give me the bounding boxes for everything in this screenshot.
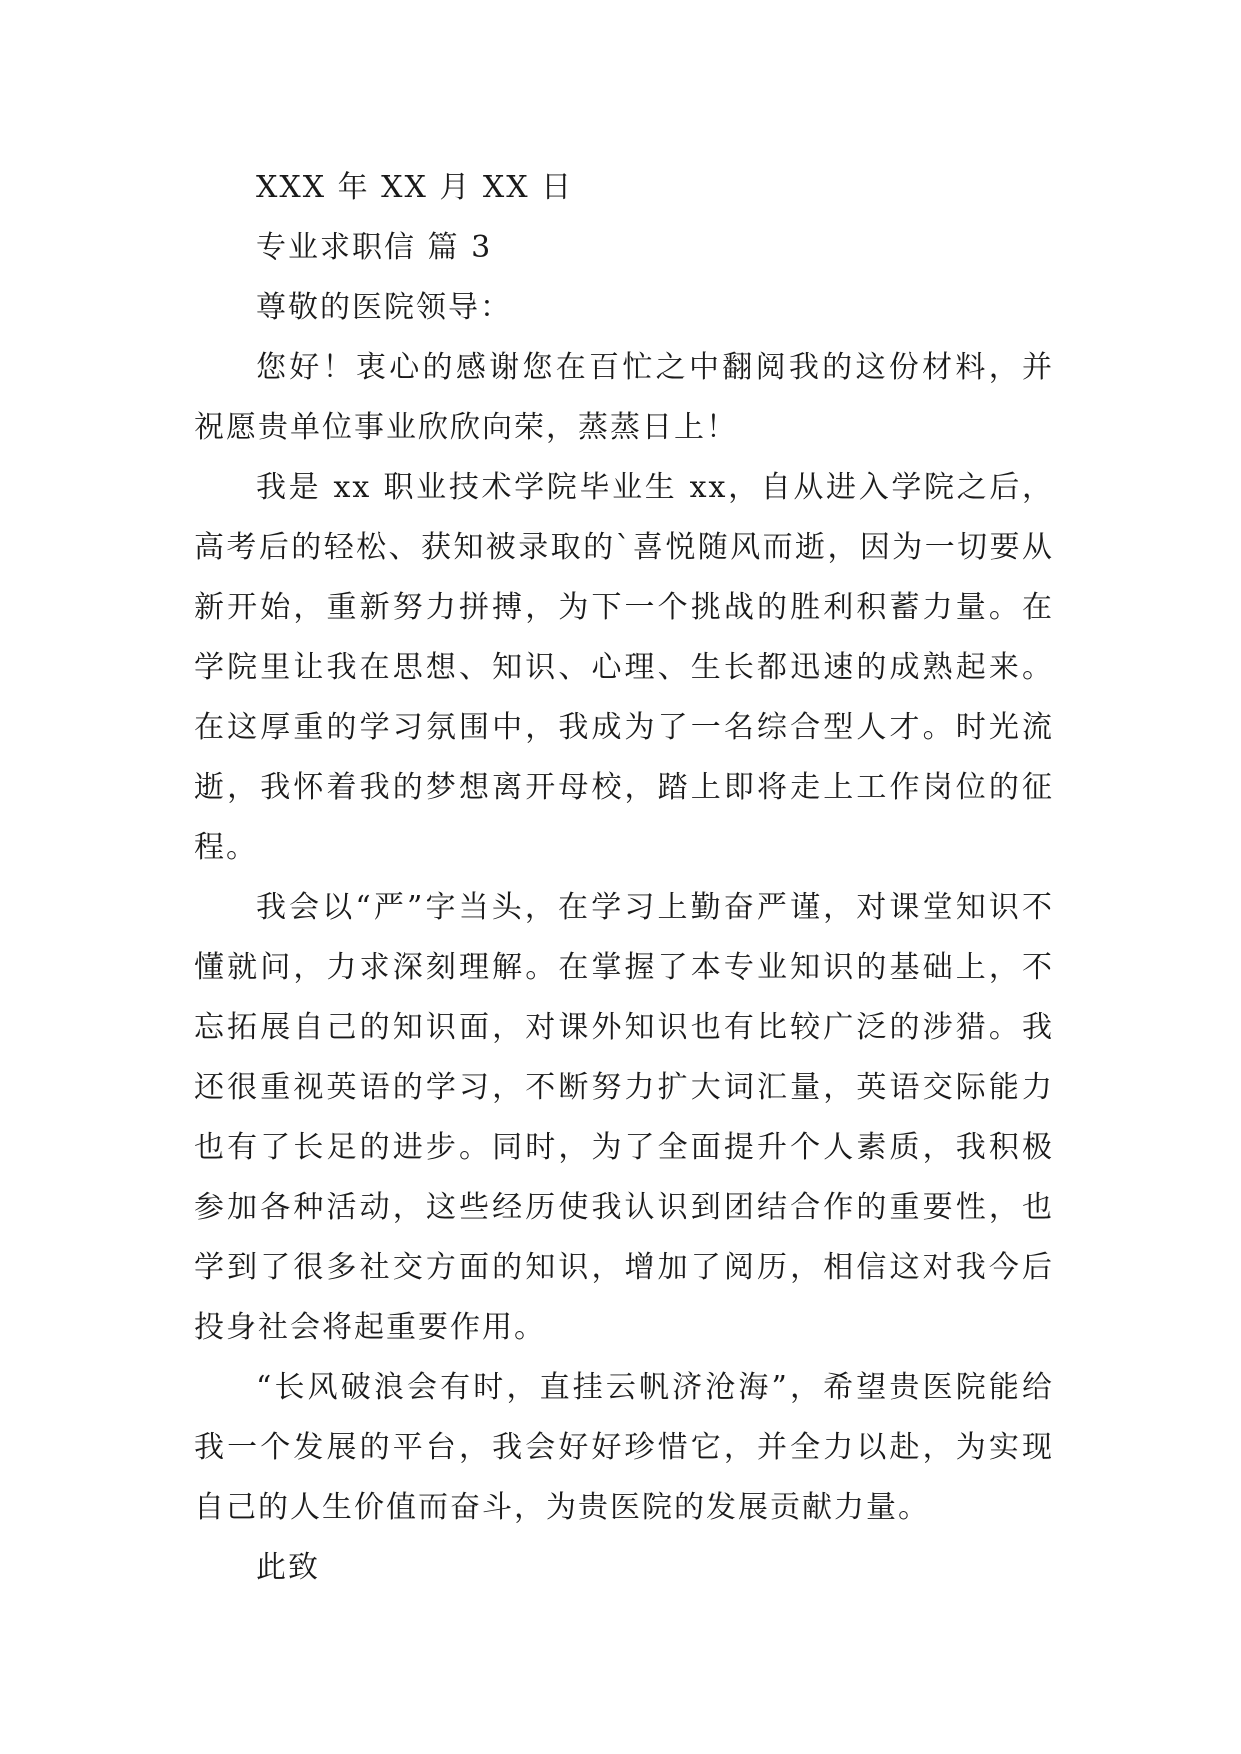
paragraph-study: 我会以“严”字当头，在学习上勤奋严谨，对课堂知识不懂就问，力求深刻理解。在掌握了本专业知识的基础上，不忘拓展自己的知识面，对课外知识也有比较广泛的涉猎。我还很重视英语的学习，不断努力扩大词汇量，英语交际能力也有了长足的进步。同时，为了全面提升个人素质，我积极参加各种活动，这些经历使我认识到团结合作的重要性，也学到了很多社交方面的知识，增加了阅历，相信这对我今后投身社会将起重要作用。 — [194, 890, 1054, 1345]
paragraph-greeting: 您好！衷心的感谢您在百忙之中翻阅我的这份材料，并祝愿贵单位事业欣欣向荣，蒸蒸日上！ — [194, 350, 1054, 445]
letter-heading: 专业求职信 篇 3 — [256, 230, 493, 265]
paragraph-aspiration: “长风破浪会有时，直挂云帆济沧海”，希望贵医院能给我一个发展的平台，我会好好珍惜它，并全力以赴，为实现自己的人生价值而奋斗，为贵医院的发展贡献力量。 — [194, 1370, 1054, 1525]
paragraph-introduction: 我是 xx 职业技术学院毕业生 xx，自从进入学院之后，高考后的轻松、获知被录取的`喜悦随风而逝，因为一切要从新开始，重新努力拼搏，为下一个挑战的胜利积蓄力量。在学院里让我在思想、知识、心理、生长都迅速的成熟起来。在这厚重的学习氛围中，我成为了一名综合型人才。时光流逝，我怀着我的梦想离开母校，踏上即将走上工作岗位的征程。 — [194, 470, 1054, 865]
document-body — [194, 158, 1054, 1598]
salutation: 尊敬的医院领导： — [256, 290, 512, 325]
closing: 此致 — [256, 1550, 320, 1585]
date-line: XXX 年 XX 月 XX 日 — [256, 170, 574, 205]
